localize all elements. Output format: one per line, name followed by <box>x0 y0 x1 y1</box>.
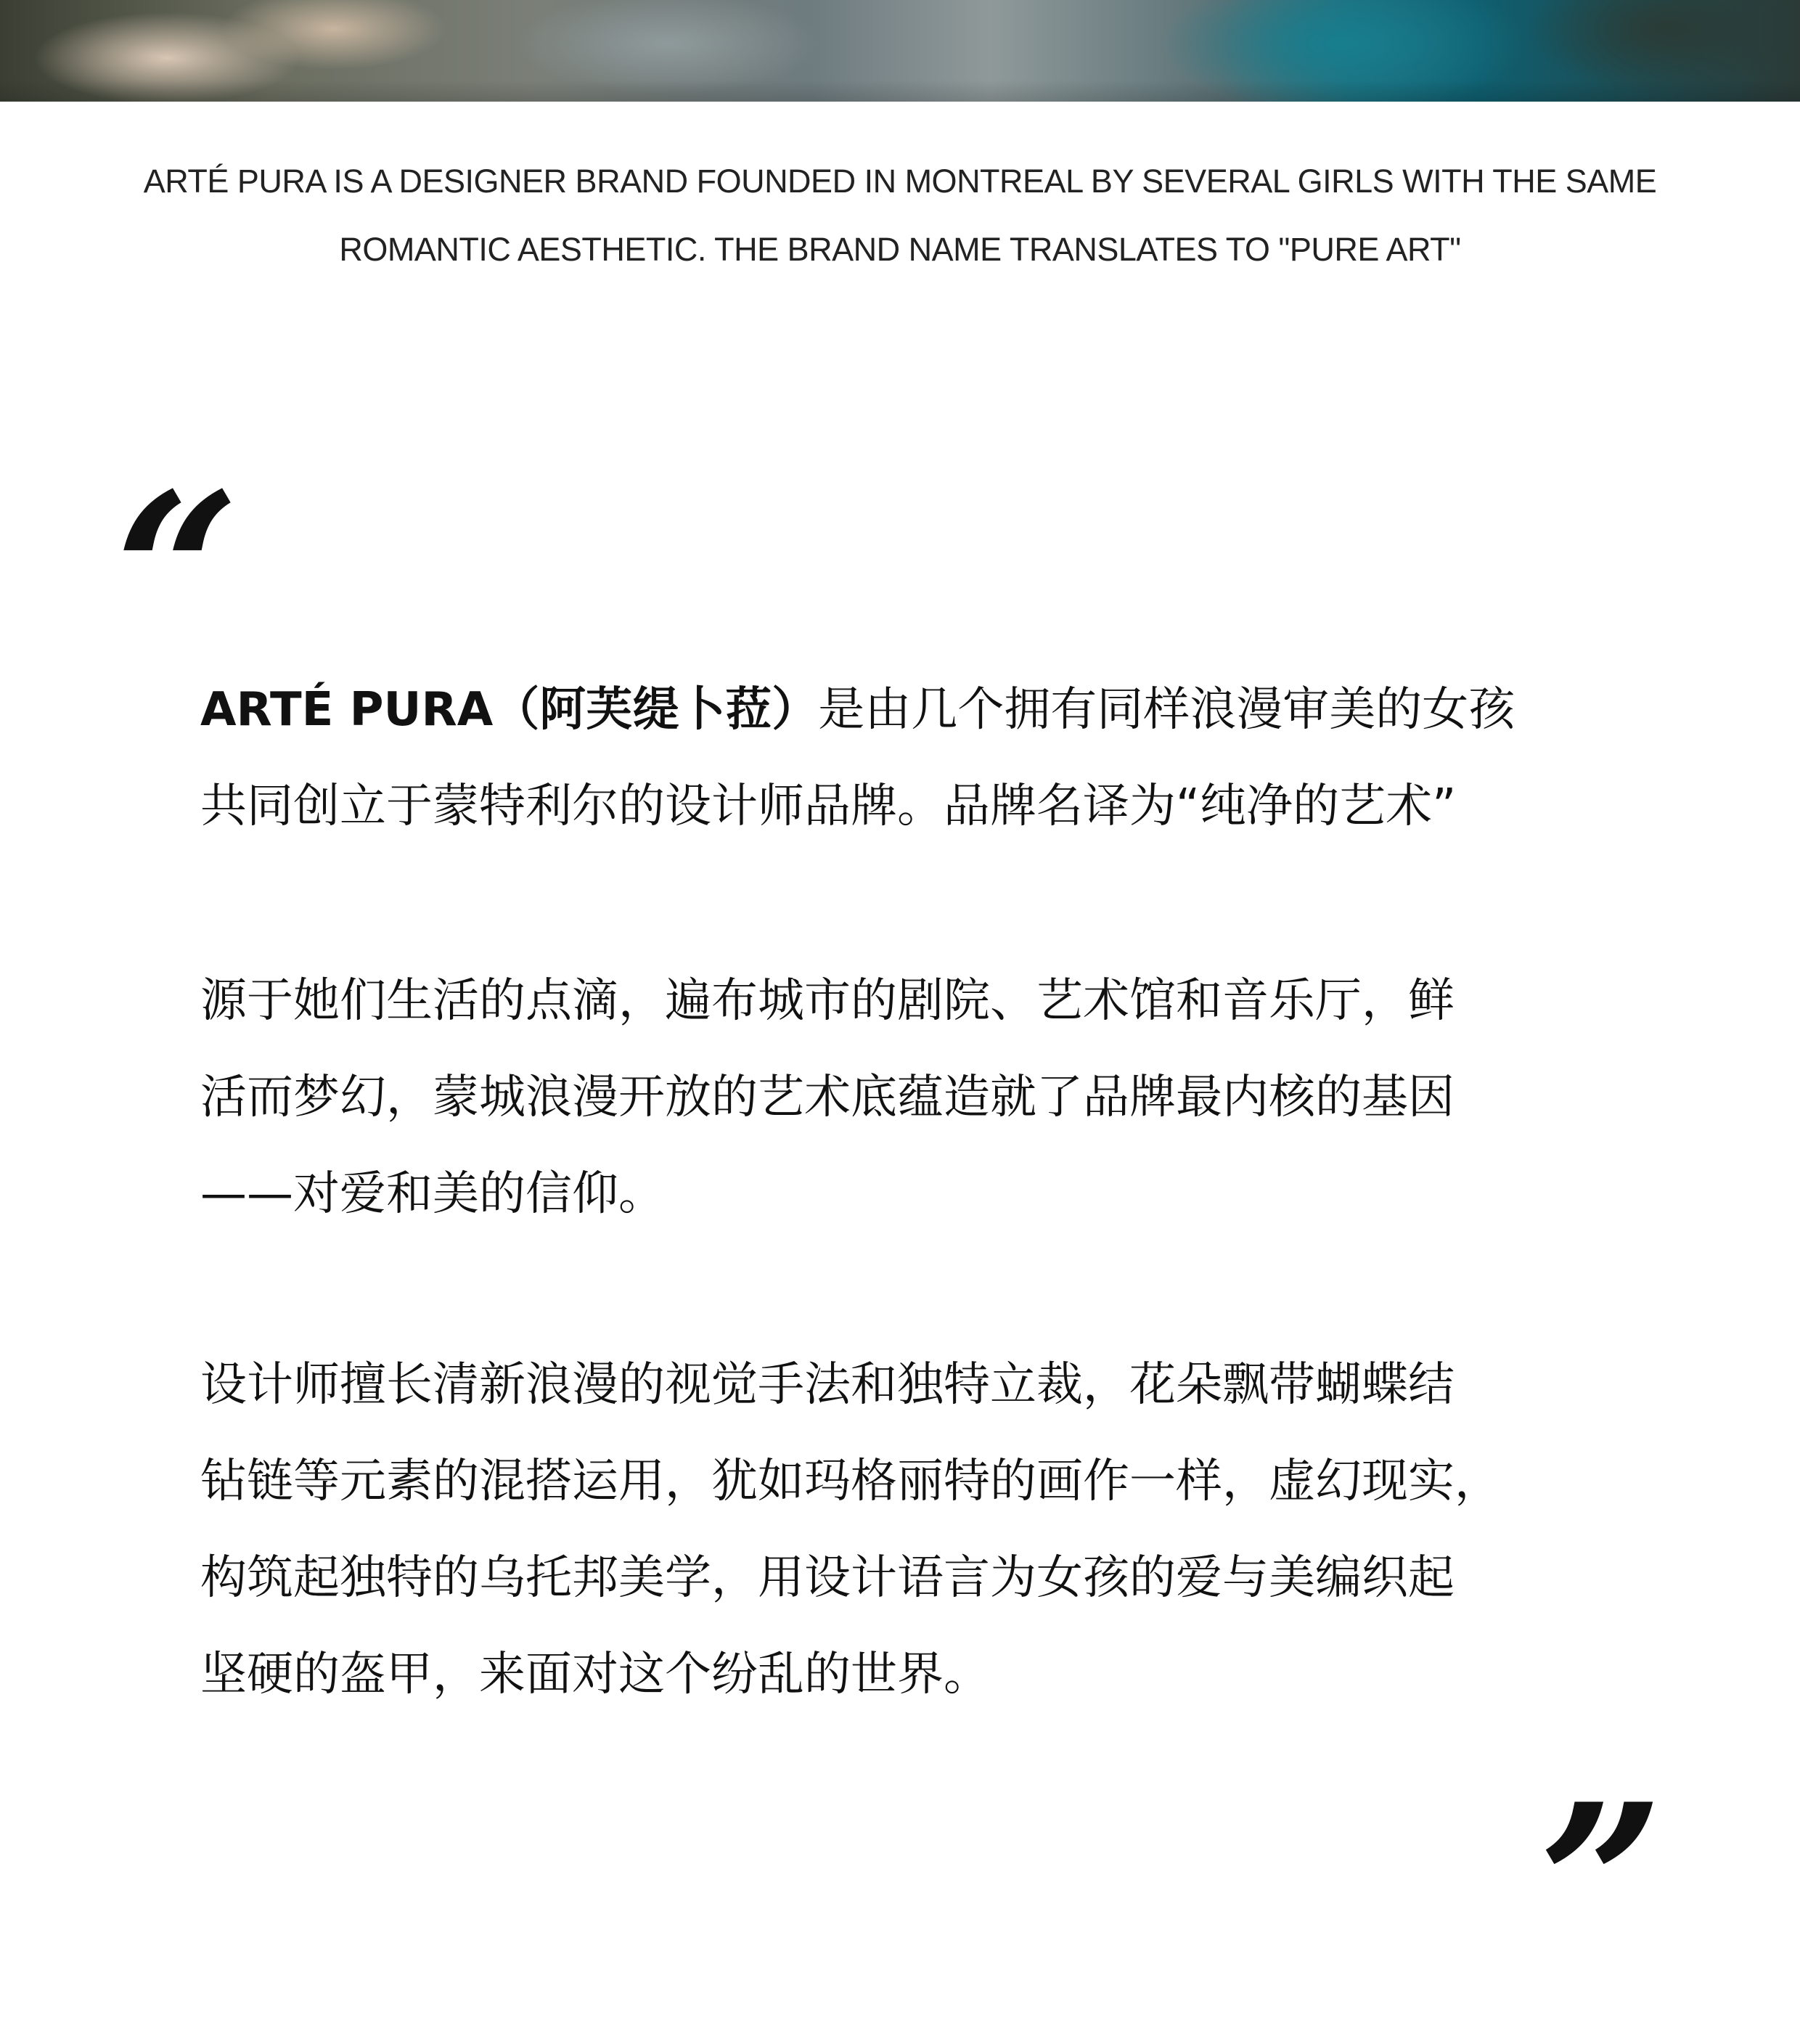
paragraph-line <box>200 662 1623 759</box>
open-quote-icon: “ <box>115 445 240 701</box>
tagline-line-2: ROMANTIC AESTHETIC. THE BRAND NAME TRANSLATES TO "PURE ART" <box>339 231 1461 268</box>
hero-photo-banner <box>0 0 1800 102</box>
paragraph-line: 钻链等元素的混搭运用，犹如玛格丽特的画作一样，虚幻现实， <box>200 1455 1501 1508</box>
brand-name: ARTÉ PURA（阿芙缇卜菈） <box>200 683 819 737</box>
english-tagline <box>80 147 1720 284</box>
paragraph-line: 设计师擅长清新浪漫的视觉手法和独特立裁，花朵飘带蝴蝶结 <box>200 1358 1455 1412</box>
tagline-line-1: ARTÉ PURA IS A DESIGNER BRAND FOUNDED IN MONTREAL BY SEVERAL GIRLS WITH THE SAME <box>143 163 1657 200</box>
paragraph-line: 活而梦幻，蒙城浪漫开放的艺术底蕴造就了品牌最内核的基因 <box>200 1071 1455 1124</box>
paragraph-line: ——对爱和美的信仰。 <box>200 1167 665 1221</box>
paragraph-line: 源于她们生活的点滴，遍布城市的剧院、艺术馆和音乐厅，鲜 <box>200 974 1455 1028</box>
paragraph-line: 坚硬的盔甲，来面对这个纷乱的世界。 <box>200 1648 990 1701</box>
close-quote-icon: ” <box>1539 1756 1664 2012</box>
paragraph-line: 构筑起独特的乌托邦美学，用设计语言为女孩的爱与美编织起 <box>200 1551 1455 1605</box>
paragraph-origin <box>200 953 1623 1243</box>
paragraph-line: 共同创立于蒙特利尔的设计师品牌。品牌名译为“纯净的艺术” <box>200 780 1457 833</box>
paragraph-intro <box>200 662 1623 855</box>
paragraph-text: 是由几个拥有同样浪漫审美的女孩 <box>818 683 1515 737</box>
paragraph-design <box>200 1337 1623 1723</box>
